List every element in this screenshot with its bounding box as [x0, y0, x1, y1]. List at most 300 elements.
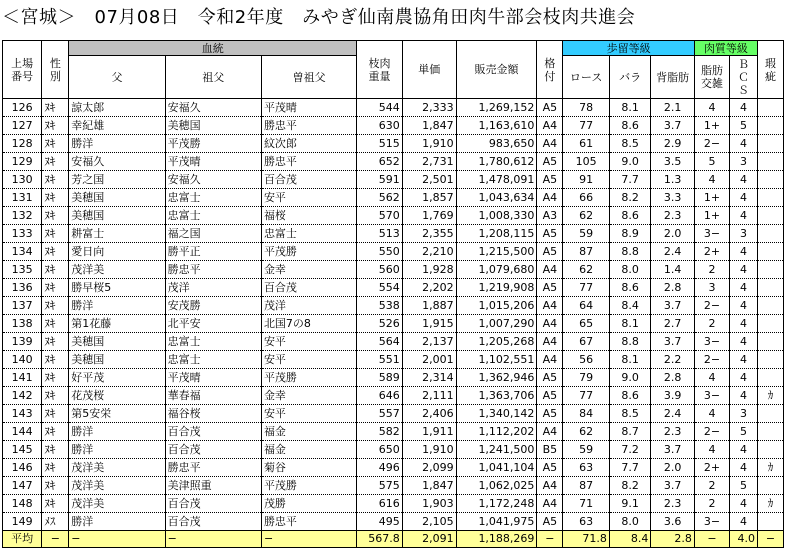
- cell-father: 勝洋: [69, 441, 165, 459]
- cell-defect: [758, 99, 784, 117]
- cell-sales-amount: 1,269,152: [456, 99, 537, 117]
- table-row: [3, 243, 784, 261]
- cell-defect: ｶ: [758, 459, 784, 477]
- cell-back-fat: 3.7: [651, 297, 695, 315]
- cell-grade: A5: [537, 387, 563, 405]
- cell-grade: A5: [537, 243, 563, 261]
- cell-sales-amount: 1,241,500: [456, 441, 537, 459]
- table-row: [3, 279, 784, 297]
- cell-lot-number: 149: [3, 513, 42, 531]
- cell-lot-number: 136: [3, 279, 42, 297]
- cell-defect: [758, 513, 784, 531]
- cell-marbling: 4: [694, 171, 729, 189]
- cell-grandfather: 北平安: [165, 315, 261, 333]
- cell-sex: ﾇｷ: [42, 405, 69, 423]
- cell-father: 芳之国: [69, 171, 165, 189]
- table-row: [3, 405, 784, 423]
- col-header-unit-price: 単価: [402, 41, 456, 99]
- cell-bcs: 4: [730, 351, 758, 369]
- cell-marbling: 1+: [694, 189, 729, 207]
- cell-sales-amount: 1,362,946: [456, 369, 537, 387]
- cell-lot-number: 134: [3, 243, 42, 261]
- col-header-great-grandfather: 曽祖父: [261, 56, 356, 99]
- cell-lot-number: 131: [3, 189, 42, 207]
- col-header-sales-amount: 販売金額: [456, 41, 537, 99]
- cell-grandfather: 勝忠平: [165, 459, 261, 477]
- cell-unit-price: 1,910: [402, 135, 456, 153]
- average-rib: 8.4: [609, 531, 650, 548]
- cell-sex: ﾇｷ: [42, 369, 69, 387]
- cell-defect: [758, 261, 784, 279]
- col-header-bcs: Ｂ Ｃ Ｓ: [730, 56, 758, 99]
- cell-loin: 105: [563, 153, 610, 171]
- cell-defect: [758, 243, 784, 261]
- cell-back-fat: 2.9: [651, 135, 695, 153]
- table-row: [3, 261, 784, 279]
- cell-carcass-weight: 526: [357, 315, 403, 333]
- cell-back-fat: 3.7: [651, 333, 695, 351]
- col-header-carcass-weight: 枝肉 重量: [357, 41, 403, 99]
- cell-rib: 8.5: [609, 405, 650, 423]
- cell-grandfather: 平茂晴: [165, 369, 261, 387]
- cell-grandfather: 福之国: [165, 225, 261, 243]
- cell-loin: 62: [563, 207, 610, 225]
- cell-sex: ﾇｷ: [42, 207, 69, 225]
- cell-rib: 8.1: [609, 351, 650, 369]
- cell-lot-number: 142: [3, 387, 42, 405]
- cell-great-grandfather: 安平: [261, 351, 356, 369]
- cell-father: 愛日向: [69, 243, 165, 261]
- col-header-marbling: 脂肪 交雑: [694, 56, 729, 99]
- cell-grandfather: 平茂晴: [165, 153, 261, 171]
- cell-marbling: 3−: [694, 387, 729, 405]
- cell-sales-amount: 1,205,268: [456, 333, 537, 351]
- cell-rib: 8.5: [609, 135, 650, 153]
- cell-carcass-weight: 646: [357, 387, 403, 405]
- cell-back-fat: 1.4: [651, 261, 695, 279]
- table-row: [3, 387, 784, 405]
- cell-rib: 8.6: [609, 279, 650, 297]
- cell-great-grandfather: 安平: [261, 333, 356, 351]
- cell-loin: 78: [563, 99, 610, 117]
- cell-carcass-weight: 551: [357, 351, 403, 369]
- cell-sex: ﾇｷ: [42, 189, 69, 207]
- cell-marbling: 4: [694, 99, 729, 117]
- cell-grade: A5: [537, 369, 563, 387]
- cell-loin: 64: [563, 297, 610, 315]
- col-header-meat-grade: 肉質等級: [694, 41, 757, 56]
- cell-sales-amount: 1,112,202: [456, 423, 537, 441]
- cell-defect: [758, 351, 784, 369]
- cell-grade: A4: [537, 135, 563, 153]
- cell-bcs: 4: [730, 441, 758, 459]
- cell-grade: A4: [537, 297, 563, 315]
- cell-rib: 7.7: [609, 171, 650, 189]
- cell-defect: [758, 207, 784, 225]
- cell-grandfather: 華春福: [165, 387, 261, 405]
- cell-great-grandfather: 勝忠平: [261, 513, 356, 531]
- cell-great-grandfather: 紋次郎: [261, 135, 356, 153]
- col-header-father: 父: [69, 56, 165, 99]
- cell-loin: 77: [563, 117, 610, 135]
- cell-carcass-weight: 630: [357, 117, 403, 135]
- cell-unit-price: 1,903: [402, 495, 456, 513]
- cell-carcass-weight: 495: [357, 513, 403, 531]
- cell-sex: ﾇｷ: [42, 261, 69, 279]
- table-row: [3, 333, 784, 351]
- cell-rib: 8.1: [609, 99, 650, 117]
- average-unit-price: 2,091: [402, 531, 456, 548]
- cell-sex: ﾇｷ: [42, 459, 69, 477]
- cell-father: 美穂国: [69, 351, 165, 369]
- cell-sex: ﾇｷ: [42, 171, 69, 189]
- cell-father: 茂洋美: [69, 261, 165, 279]
- cell-back-fat: 2.3: [651, 207, 695, 225]
- cell-defect: [758, 441, 784, 459]
- cell-unit-price: 1,910: [402, 441, 456, 459]
- cell-loin: 66: [563, 189, 610, 207]
- cell-grandfather: 福谷桜: [165, 405, 261, 423]
- cell-unit-price: 2,333: [402, 99, 456, 117]
- cell-great-grandfather: 菊谷: [261, 459, 356, 477]
- cell-defect: [758, 279, 784, 297]
- cell-carcass-weight: 515: [357, 135, 403, 153]
- cell-unit-price: 2,210: [402, 243, 456, 261]
- cell-marbling: 4: [694, 405, 729, 423]
- cell-rib: 8.8: [609, 333, 650, 351]
- cell-sex: ﾇｷ: [42, 135, 69, 153]
- cell-defect: [758, 315, 784, 333]
- cell-sex: ﾇｷ: [42, 477, 69, 495]
- cell-sales-amount: 1,062,025: [456, 477, 537, 495]
- cell-rib: 7.2: [609, 441, 650, 459]
- cell-father: 美穂国: [69, 189, 165, 207]
- cell-loin: 63: [563, 513, 610, 531]
- cell-marbling: 4: [694, 441, 729, 459]
- cell-sales-amount: 1,219,908: [456, 279, 537, 297]
- cell-father: 勝早桜5: [69, 279, 165, 297]
- cell-great-grandfather: 福金: [261, 423, 356, 441]
- cell-loin: 79: [563, 369, 610, 387]
- cell-lot-number: 130: [3, 171, 42, 189]
- cell-rib: 9.1: [609, 495, 650, 513]
- table-body: [3, 99, 784, 531]
- cell-sales-amount: 1,041,104: [456, 459, 537, 477]
- cell-carcass-weight: 560: [357, 261, 403, 279]
- cell-defect: [758, 153, 784, 171]
- cell-father: 諒太郎: [69, 99, 165, 117]
- cell-back-fat: 3.5: [651, 153, 695, 171]
- cell-defect: [758, 369, 784, 387]
- cell-unit-price: 1,769: [402, 207, 456, 225]
- cell-father: 第5安栄: [69, 405, 165, 423]
- cell-bcs: 4: [730, 189, 758, 207]
- cell-bcs: 5: [730, 423, 758, 441]
- cell-unit-price: 2,355: [402, 225, 456, 243]
- cell-great-grandfather: 平茂勝: [261, 477, 356, 495]
- auction-results-table: [2, 40, 784, 548]
- table-row: [3, 99, 784, 117]
- cell-carcass-weight: 562: [357, 189, 403, 207]
- cell-loin: 77: [563, 279, 610, 297]
- cell-unit-price: 2,314: [402, 369, 456, 387]
- cell-great-grandfather: 福金: [261, 441, 356, 459]
- cell-carcass-weight: 544: [357, 99, 403, 117]
- cell-father: 勝洋: [69, 423, 165, 441]
- table-row: [3, 477, 784, 495]
- average-marbling: −: [694, 531, 729, 548]
- cell-grandfather: 忠富士: [165, 333, 261, 351]
- cell-sales-amount: 1,163,610: [456, 117, 537, 135]
- cell-bcs: 4: [730, 261, 758, 279]
- cell-marbling: 1+: [694, 117, 729, 135]
- cell-father: 茂洋美: [69, 495, 165, 513]
- cell-sex: ﾇｷ: [42, 351, 69, 369]
- cell-sex: ﾇｷ: [42, 297, 69, 315]
- cell-sales-amount: 1,043,634: [456, 189, 537, 207]
- cell-lot-number: 147: [3, 477, 42, 495]
- col-header-lot-number: 上場 番号: [3, 41, 42, 99]
- cell-back-fat: 2.0: [651, 225, 695, 243]
- cell-unit-price: 1,847: [402, 117, 456, 135]
- cell-great-grandfather: 勝忠平: [261, 117, 356, 135]
- cell-grandfather: 忠富士: [165, 207, 261, 225]
- cell-loin: 65: [563, 315, 610, 333]
- cell-loin: 87: [563, 243, 610, 261]
- cell-loin: 62: [563, 423, 610, 441]
- cell-defect: [758, 171, 784, 189]
- cell-rib: 8.6: [609, 207, 650, 225]
- average-weight: 567.8: [357, 531, 403, 548]
- cell-father: 勝洋: [69, 135, 165, 153]
- cell-bcs: 4: [730, 135, 758, 153]
- table-row: [3, 297, 784, 315]
- cell-unit-price: 1,928: [402, 261, 456, 279]
- cell-sales-amount: 1,007,290: [456, 315, 537, 333]
- cell-sales-amount: 1,172,248: [456, 495, 537, 513]
- cell-back-fat: 3.7: [651, 441, 695, 459]
- cell-grandfather: 安福久: [165, 171, 261, 189]
- cell-sales-amount: 1,079,680: [456, 261, 537, 279]
- cell-grandfather: 平茂勝: [165, 135, 261, 153]
- cell-rib: 9.0: [609, 369, 650, 387]
- cell-grade: A5: [537, 279, 563, 297]
- col-header-back-fat: 背脂肪: [651, 56, 695, 99]
- average-back-fat: 2.8: [651, 531, 695, 548]
- cell-rib: 8.9: [609, 225, 650, 243]
- cell-rib: 8.2: [609, 189, 650, 207]
- cell-marbling: 3−: [694, 225, 729, 243]
- cell-grandfather: 忠富士: [165, 189, 261, 207]
- cell-great-grandfather: 安平: [261, 189, 356, 207]
- cell-grade: A4: [537, 117, 563, 135]
- cell-defect: [758, 225, 784, 243]
- cell-loin: 67: [563, 333, 610, 351]
- table-row: [3, 189, 784, 207]
- cell-sex: ﾇｷ: [42, 153, 69, 171]
- table-row: [3, 315, 784, 333]
- cell-sales-amount: 1,780,612: [456, 153, 537, 171]
- cell-grade: A4: [537, 315, 563, 333]
- cell-unit-price: 1,857: [402, 189, 456, 207]
- cell-grade: A4: [537, 351, 563, 369]
- table-row: [3, 207, 784, 225]
- cell-grandfather: 百合茂: [165, 495, 261, 513]
- cell-grade: A5: [537, 153, 563, 171]
- cell-bcs: 4: [730, 459, 758, 477]
- cell-lot-number: 128: [3, 135, 42, 153]
- cell-grade: A5: [537, 99, 563, 117]
- cell-back-fat: 2.4: [651, 405, 695, 423]
- cell-rib: 8.7: [609, 423, 650, 441]
- cell-back-fat: 2.1: [651, 99, 695, 117]
- cell-lot-number: 129: [3, 153, 42, 171]
- cell-defect: [758, 135, 784, 153]
- cell-marbling: 2: [694, 495, 729, 513]
- cell-grade: A4: [537, 495, 563, 513]
- cell-lot-number: 144: [3, 423, 42, 441]
- cell-back-fat: 3.6: [651, 513, 695, 531]
- cell-bcs: 3: [730, 153, 758, 171]
- cell-loin: 56: [563, 351, 610, 369]
- cell-bcs: 4: [730, 171, 758, 189]
- col-header-rib: バラ: [609, 56, 650, 99]
- cell-sales-amount: 983,650: [456, 135, 537, 153]
- cell-bcs: 4: [730, 387, 758, 405]
- cell-marbling: 2−: [694, 135, 729, 153]
- table-row: [3, 441, 784, 459]
- cell-carcass-weight: 616: [357, 495, 403, 513]
- cell-sex: ﾇｷ: [42, 423, 69, 441]
- cell-back-fat: 2.2: [651, 351, 695, 369]
- cell-father: 茂洋美: [69, 459, 165, 477]
- col-header-loin: ロース: [563, 56, 610, 99]
- cell-loin: 84: [563, 405, 610, 423]
- cell-grade: A4: [537, 333, 563, 351]
- cell-lot-number: 146: [3, 459, 42, 477]
- cell-lot-number: 138: [3, 315, 42, 333]
- cell-rib: 8.6: [609, 117, 650, 135]
- cell-sales-amount: 1,041,975: [456, 513, 537, 531]
- col-header-yield-grade: 歩留等級: [563, 41, 695, 56]
- cell-loin: 59: [563, 441, 610, 459]
- cell-rib: 9.0: [609, 153, 650, 171]
- table-row: [3, 225, 784, 243]
- table-row: [3, 117, 784, 135]
- average-great-grandfather: −: [261, 531, 356, 548]
- cell-unit-price: 1,915: [402, 315, 456, 333]
- cell-grade: A4: [537, 189, 563, 207]
- cell-unit-price: 2,137: [402, 333, 456, 351]
- cell-back-fat: 3.7: [651, 117, 695, 135]
- cell-bcs: 4: [730, 333, 758, 351]
- cell-great-grandfather: 平茂勝: [261, 243, 356, 261]
- average-grandfather: −: [165, 531, 261, 548]
- average-loin: 71.8: [563, 531, 610, 548]
- cell-sex: ﾇｷ: [42, 441, 69, 459]
- cell-grade: A4: [537, 477, 563, 495]
- cell-grade: A3: [537, 207, 563, 225]
- cell-father: 美穂国: [69, 207, 165, 225]
- col-header-grade: 格 付: [537, 41, 563, 99]
- average-defect: −: [758, 531, 784, 548]
- cell-defect: [758, 423, 784, 441]
- cell-marbling: 2: [694, 261, 729, 279]
- cell-lot-number: 139: [3, 333, 42, 351]
- cell-grade: A5: [537, 225, 563, 243]
- cell-rib: 8.4: [609, 297, 650, 315]
- cell-marbling: 2−: [694, 351, 729, 369]
- cell-carcass-weight: 513: [357, 225, 403, 243]
- cell-marbling: 2: [694, 477, 729, 495]
- cell-father: 耕富士: [69, 225, 165, 243]
- cell-sex: ﾇｷ: [42, 315, 69, 333]
- table-row: [3, 369, 784, 387]
- cell-carcass-weight: 575: [357, 477, 403, 495]
- cell-lot-number: 137: [3, 297, 42, 315]
- cell-grandfather: 美津照重: [165, 477, 261, 495]
- cell-marbling: 5: [694, 153, 729, 171]
- cell-marbling: 1+: [694, 207, 729, 225]
- cell-grandfather: 美穂国: [165, 117, 261, 135]
- cell-back-fat: 2.3: [651, 423, 695, 441]
- cell-rib: 8.2: [609, 477, 650, 495]
- cell-grade: B5: [537, 441, 563, 459]
- cell-lot-number: 145: [3, 441, 42, 459]
- cell-bcs: 4: [730, 99, 758, 117]
- cell-sex: ﾇｷ: [42, 495, 69, 513]
- cell-carcass-weight: 564: [357, 333, 403, 351]
- table-row: [3, 495, 784, 513]
- cell-back-fat: 3.7: [651, 477, 695, 495]
- cell-lot-number: 135: [3, 261, 42, 279]
- cell-father: 幸紀雄: [69, 117, 165, 135]
- cell-grade: A5: [537, 405, 563, 423]
- cell-marbling: 3−: [694, 333, 729, 351]
- cell-carcass-weight: 582: [357, 423, 403, 441]
- average-sex: −: [42, 531, 69, 548]
- cell-sex: ﾇｷ: [42, 225, 69, 243]
- cell-grandfather: 勝忠平: [165, 261, 261, 279]
- cell-sales-amount: 1,008,330: [456, 207, 537, 225]
- cell-loin: 61: [563, 135, 610, 153]
- cell-grandfather: 勝平正: [165, 243, 261, 261]
- cell-bcs: 5: [730, 477, 758, 495]
- cell-unit-price: 2,731: [402, 153, 456, 171]
- table-row: [3, 171, 784, 189]
- cell-carcass-weight: 538: [357, 297, 403, 315]
- average-bcs: 4.0: [730, 531, 758, 548]
- cell-father: 勝洋: [69, 297, 165, 315]
- cell-sales-amount: 1,363,706: [456, 387, 537, 405]
- col-header-defect: 瑕 疵: [758, 41, 784, 99]
- table-row: [3, 459, 784, 477]
- cell-bcs: 4: [730, 495, 758, 513]
- cell-sales-amount: 1,015,206: [456, 297, 537, 315]
- cell-carcass-weight: 554: [357, 279, 403, 297]
- cell-grandfather: 百合茂: [165, 441, 261, 459]
- cell-carcass-weight: 589: [357, 369, 403, 387]
- col-header-sex: 性 別: [42, 41, 69, 99]
- cell-loin: 59: [563, 225, 610, 243]
- table-row: [3, 153, 784, 171]
- cell-lot-number: 143: [3, 405, 42, 423]
- cell-loin: 63: [563, 459, 610, 477]
- cell-sales-amount: 1,215,500: [456, 243, 537, 261]
- cell-grandfather: 百合茂: [165, 513, 261, 531]
- cell-grandfather: 安福久: [165, 99, 261, 117]
- cell-back-fat: 2.4: [651, 243, 695, 261]
